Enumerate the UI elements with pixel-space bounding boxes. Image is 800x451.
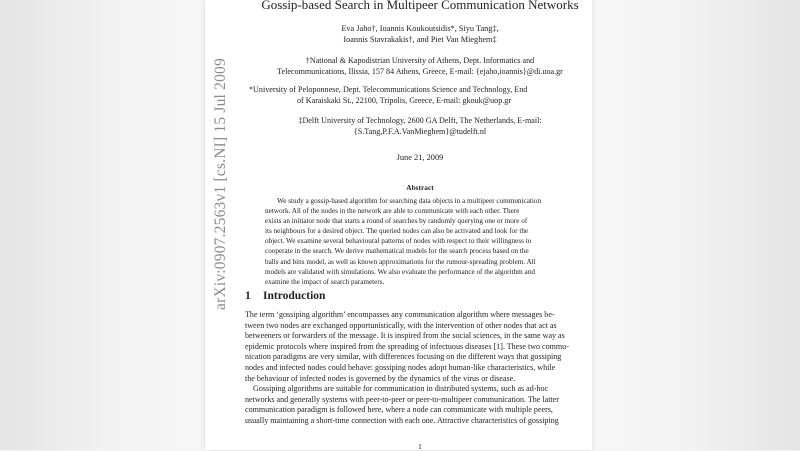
section-title: Introduction	[263, 290, 326, 302]
affiliation-athens	[245, 55, 595, 77]
abstract-text	[265, 196, 541, 287]
body-line: betweeners or forwarders of the message. It is inspired from the social sciences, in the same way as	[245, 331, 565, 341]
body-line: usually maintaining a short-time connection with each one. Attractive characteristics of gossiping	[245, 415, 559, 425]
body-line: nodes and infected nodes could behave: gossiping nodes adopt human-like characteristics, while	[245, 362, 556, 372]
paper-title: Gossip-based Search in Multipeer Communication Networks	[261, 0, 579, 12]
affiliation-line: Telecommunications, Ilissia, 157 84 Athens, Greece, E-mail: {ejaho,ioannis}@di.uoa.gr	[277, 67, 563, 77]
body-line: nication paradigms are very similar, with differences focusing on the different ways that gossiping	[245, 352, 562, 362]
body-line: communication paradigm is followed here, where a node can communicate with multiple peers,	[245, 405, 553, 415]
affiliation-peloponnese	[247, 84, 527, 106]
abstract-heading: Abstract	[406, 183, 434, 192]
section-heading	[245, 290, 325, 302]
introduction-text	[245, 310, 569, 427]
abstract-line: network. All of the nodes in the network are able to communicate with each other. There	[265, 207, 520, 216]
affiliation-delft	[245, 115, 595, 137]
body-line: epidemic protocols where inspired from the spreading of infectuous diseases [1]. These two commu-	[245, 341, 569, 351]
body-line: Gossiping algorithms are suitable for communication in distributed systems, such as ad-hoc	[245, 384, 549, 394]
body-line: tween two nodes are exchanged opportunistically, with the intervention of other nodes that act as	[245, 320, 557, 330]
abstract-line: exists an initiator node that starts a round of searches by randomly querying one or more of	[265, 217, 528, 226]
page-number: 1	[418, 442, 422, 451]
author-list	[245, 23, 595, 45]
author-line: Ioannis Stavrakakis†, and Piet Van Mieghem‡	[343, 35, 497, 44]
body-line: the behaviour of infected nodes is governed by the dynamics of the virus or disease.	[245, 373, 516, 383]
left-background	[0, 0, 205, 450]
abstract-line: its neighbours for a desired object. The queried nodes can also be activated and look for the	[265, 227, 529, 236]
abstract-line: balls and bins model, as well as known approximations for the rumour-spreading problem. All	[265, 257, 536, 266]
abstract-line: examine the impact of search parameters.	[265, 277, 385, 286]
body-line: The term ‘gossiping algorithm’ encompasses any communication algorithm where messages be-	[245, 310, 555, 319]
affiliation-line: {S.Tang,P.F.A.VanMieghem}@tudelft.nl	[353, 127, 487, 137]
arxiv-stamp: arXiv:0907.2563v1 [cs.NI] 15 Jul 2009	[212, 58, 229, 310]
right-background	[592, 0, 800, 450]
abstract-line: object. We examine several behavioural patterns of nodes with respect to their willingness to	[265, 237, 532, 246]
section-number: 1	[245, 290, 251, 302]
abstract-line: cooperate in the search. We derive mathematical models for the search process based on the	[265, 247, 529, 256]
affiliation-line: †National & Kapodistrian University of Athens, Dept. Informatics and	[305, 56, 535, 65]
affiliation-line: ‡Delft University of Technology, 2600 GA Delft, The Netherlands, E-mail:	[298, 116, 542, 125]
affiliation-line: of Karaiskaki St., 22100, Tripolis, Greece, E-mail: gkouk@uop.gr	[297, 96, 512, 106]
author-line: Eva Jaho†, Ioannis Koukoutsidis*, Siyu Tang‡,	[341, 24, 499, 33]
abstract-line: We study a gossip-based algorithm for searching data objects in a multipeer communication	[277, 197, 542, 205]
paper-date: June 21, 2009	[396, 153, 444, 162]
body-line: networks and generally systems with peer-to-peer or peer-to-multipeer communication. The latter	[245, 394, 559, 404]
affiliation-line: *University of Peloponnese, Dept. Telecommunications Science and Technology, End	[249, 85, 528, 94]
abstract-line: models are validated with simulations. We also evaluate the performance of the algorithm and	[265, 267, 535, 276]
